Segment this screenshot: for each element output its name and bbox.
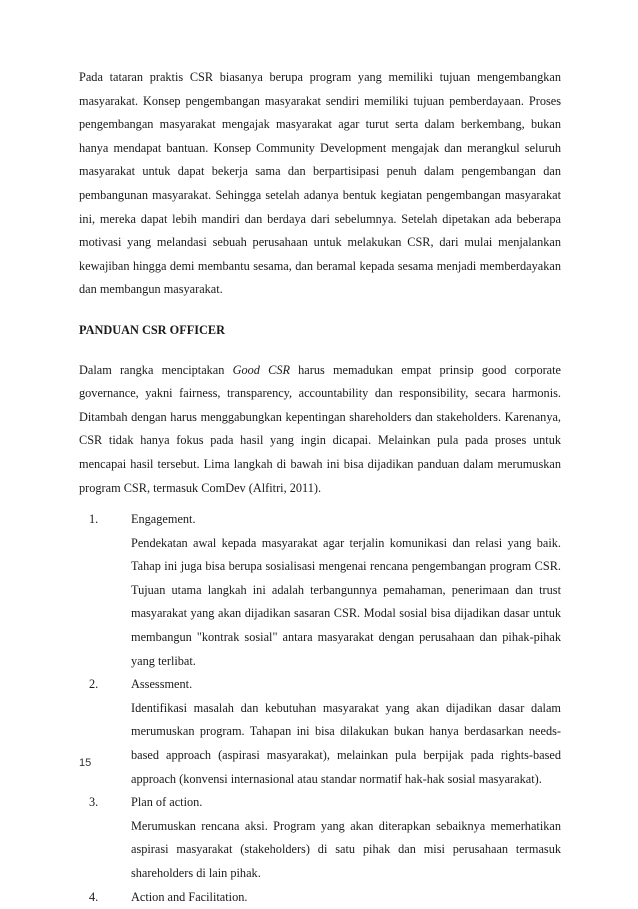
good-csr-italic: Good CSR [232,362,290,377]
step-number: 2. [89,677,99,692]
list-item [79,791,561,885]
list-item [79,508,561,673]
step-number: 3. [89,795,99,810]
step-number: 4. [89,889,99,904]
guidance-text-rest: harus memadukan empat prinsip good corporate governance, yakni fairness, transparency, accountability dan responsibility, secara harmonis. Ditambah dengan harus menggabungkan kepentingan shareholders dan stakeholders. Karenanya, CSR tidak hanya fokus pada hasil yang ingin dicapai. Melainkan pula pada proses untuk mencapai hasil tersebut. Lima langkah di bawah ini bisa dijadikan panduan dalam merumuskan program CSR, termasuk ComDev (Alfitri, 2011). [79,362,562,495]
steps-list [79,508,561,909]
step-title: Engagement. [131,512,196,527]
step-title: Plan of action. [131,795,203,810]
guidance-text-start: Dalam rangka menciptakan [79,362,233,377]
list-item [79,886,561,909]
list-item [79,673,561,791]
intro-paragraph: Pada tataran praktis CSR biasanya berupa program yang memiliki tujuan mengembangkan masyarakat. Konsep pengembangan masyarakat sendiri memiliki tujuan pemberdayaan. Proses pengembangan masyarakat mengajak masyarakat agar turut serta dalam berkembang, bukan hanya mendapat bantuan. Konsep Community Development mengajak dan merangkul seluruh masyarakat untuk dapat bekerja sama dan berpartisipasi penuh dalam pengembangan dan pembangunan masyarakat. Sehingga setelah adanya bentuk kegiatan pengembangan masyarakat ini, mereka dapat lebih mandiri dan berdaya dari sebelumnya. Setelah dipetakan ada beberapa motivasi yang melandasi sebuah perusahaan untuk melakukan CSR, dari mulai menjalankan kewajiban hingga demi membantu sesama, dan beramal kepada sesama menjadi memberdayakan dan membangun masyarakat. [79,70,561,297]
document-page [79,66,561,909]
step-text: Identifikasi masalah dan kebutuhan masyarakat yang akan dijadikan dasar dalam merumuskan program. Tahapan ini bisa dilakukan bukan hanya berdasarkan needs-based approach (aspirasi masyarakat), melainkan pula berpijak pada rights-based approach (konvensi internasional atau standar normatif hak-hak sosial masyarakat). [131,700,561,786]
page-number: 15 [79,757,92,769]
step-text: Merumuskan rencana aksi. Program yang akan diterapkan sebaiknya memerhatikan aspirasi masyarakat (stakeholders) di satu pihak dan misi perusahaan termasuk shareholders di lain pihak. [131,818,561,880]
guidance-paragraph [79,359,561,501]
step-number: 1. [89,512,99,527]
section-heading: PANDUAN CSR OFFICER [79,322,225,337]
step-text: Pendekatan awal kepada masyarakat agar terjalin komunikasi dan relasi yang baik. Tahap ini juga bisa berupa sosialisasi mengenai rencana pengembangan program CSR. Tujuan utama langkah ini adalah terbangunnya pemahaman, penerimaan dan trust masyarakat yang akan dijadikan sasaran CSR. Modal sosial bisa dijadikan dasar untuk membangun "kontrak sosial" antara masyarakat dengan perusahaan dan pihak-pihak yang terlibat. [131,535,561,668]
step-title: Action and Facilitation. [131,889,248,904]
step-title: Assessment. [131,677,193,692]
